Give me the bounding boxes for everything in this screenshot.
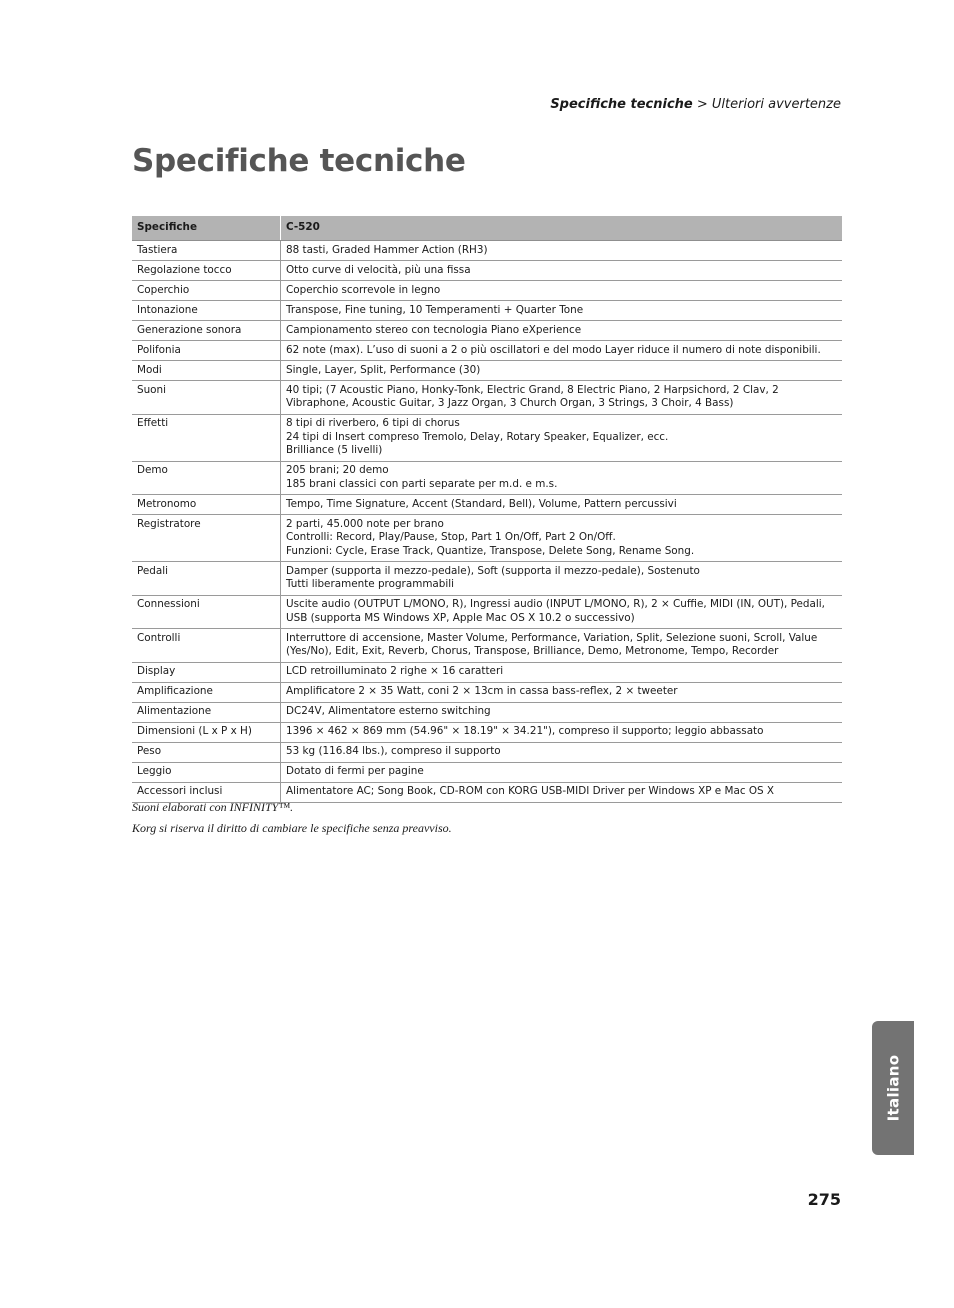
spec-label: Tastiera (132, 241, 281, 261)
footnote-sounds: Suoni elaborati con INFINITY™. (132, 800, 294, 814)
table-row (132, 281, 842, 301)
spec-value-line: Transpose, Fine tuning, 10 Temperamenti + Quarter Tone (286, 303, 584, 316)
page-number: 275 (807, 1190, 841, 1209)
spec-value-line: DC24V, Alimentatore esterno switching (286, 705, 491, 717)
spec-value-line: Single, Layer, Split, Performance (30) (286, 363, 481, 376)
header-cell-specifiche: Specifiche (132, 216, 281, 241)
table-row (132, 595, 842, 629)
spec-value-line: Alimentatore AC; Song Book, CD-ROM con KORG USB-MIDI Driver per Windows XP e Mac OS X (286, 785, 775, 797)
spec-value (281, 762, 843, 782)
spec-value (281, 341, 843, 361)
spec-label: Intonazione (132, 301, 281, 321)
spec-value-line: Brilliance (5 livelli) (286, 444, 383, 456)
spec-label: Registratore (132, 515, 281, 562)
spec-label: Connessioni (132, 595, 281, 629)
spec-value-line: Campionamento stereo con tecnologia Piano eXperience (286, 323, 582, 336)
spec-value-line: 88 tasti, Graded Hammer Action (RH3) (286, 243, 488, 256)
specifications-table (132, 216, 842, 803)
language-tab-label: Italiano (884, 1054, 903, 1122)
spec-value (281, 629, 843, 663)
table-row (132, 301, 842, 321)
spec-label: Leggio (132, 762, 281, 782)
running-header (550, 97, 841, 112)
table-row (132, 742, 842, 762)
spec-value (281, 281, 843, 301)
header-subsection: Ulteriori avvertenze (711, 97, 841, 112)
spec-value-line: Tempo, Time Signature, Accent (Standard, Bell), Volume, Pattern percussivi (286, 497, 677, 510)
table-row (132, 762, 842, 782)
spec-value (281, 595, 843, 629)
table-row (132, 562, 842, 596)
spec-value (281, 261, 843, 281)
spec-label: Polifonia (132, 341, 281, 361)
spec-value-line: 62 note (max). L’uso di suoni a 2 o più oscillatori e del modo Layer riduce il numero di note disponibili. (286, 343, 821, 356)
spec-label: Accessori inclusi (132, 782, 281, 802)
spec-value (281, 414, 843, 461)
spec-label: Regolazione tocco (132, 261, 281, 281)
spec-value (281, 241, 843, 261)
spec-label: Dimensioni (L x P x H) (132, 722, 281, 742)
table-row (132, 662, 842, 682)
spec-value (281, 782, 843, 802)
spec-label: Modi (132, 361, 281, 381)
table-row (132, 461, 842, 495)
spec-value (281, 515, 843, 562)
table-row (132, 361, 842, 381)
spec-value (281, 562, 843, 596)
footnotes (132, 800, 452, 842)
spec-value-line: 2 parti, 45.000 note per brano (286, 517, 444, 530)
spec-value-line: 53 kg (116.84 lbs.), compreso il supporto (286, 745, 501, 757)
spec-label: Alimentazione (132, 702, 281, 722)
spec-value-line: Funzioni: Cycle, Erase Track, Quantize, Transpose, Delete Song, Rename Song. (286, 544, 695, 557)
spec-value (281, 495, 843, 515)
spec-label: Suoni (132, 381, 281, 415)
table-row (132, 495, 842, 515)
header-section: Specifiche tecniche (550, 97, 693, 112)
header-separator: > (696, 97, 708, 112)
spec-value (281, 381, 843, 415)
spec-value-line: Damper (supporta il mezzo-pedale), Soft (supporta il mezzo-pedale), Sostenuto (286, 564, 700, 577)
spec-label: Effetti (132, 414, 281, 461)
spec-label: Generazione sonora (132, 321, 281, 341)
spec-value (281, 301, 843, 321)
spec-label: Controlli (132, 629, 281, 663)
table-header-row (132, 216, 842, 241)
spec-value (281, 742, 843, 762)
spec-value-line: Controlli: Record, Play/Pause, Stop, Part 1 On/Off, Part 2 On/Off. (286, 531, 616, 543)
table-row (132, 341, 842, 361)
spec-label: Pedali (132, 562, 281, 596)
spec-value (281, 682, 843, 702)
spec-value-line: Interruttore di accensione, Master Volume, Performance, Variation, Split, Selezione suoni, Scroll, Value (Yes/No), Edit, Exit, Reverb, Chorus, Transpose, Brilliance, Demo, Metronome, Tempo, Recorder (286, 631, 818, 657)
spec-value-line: 205 brani; 20 demo (286, 464, 389, 476)
spec-value-line: 185 brani classici con parti separate per m.d. e m.s. (286, 477, 558, 490)
page-title: Specifiche tecniche (132, 143, 466, 179)
table-row (132, 682, 842, 702)
table-row (132, 515, 842, 562)
spec-label: Display (132, 662, 281, 682)
spec-value-line: Coperchio scorrevole in legno (286, 283, 441, 296)
spec-value (281, 702, 843, 722)
spec-value-line: LCD retroilluminato 2 righe × 16 caratteri (286, 665, 504, 677)
table-row (132, 414, 842, 461)
header-cell-model: C-520 (281, 216, 843, 241)
table-row (132, 629, 842, 663)
spec-value-line: 40 tipi; (7 Acoustic Piano, Honky-Tonk, Electric Grand, 8 Electric Piano, 2 Harpsichord, 2 Clav, 2 Vibraphone, Acoustic Guitar, 3 Jazz Organ, 3 Church Organ, 3 Strings, 3 Choir, 4 Bass) (286, 383, 779, 409)
language-side-tab (872, 1021, 914, 1155)
footnote-disclaimer: Korg si riserva il diritto di cambiare le specifiche senza preavviso. (132, 821, 452, 835)
spec-value (281, 361, 843, 381)
spec-label: Peso (132, 742, 281, 762)
spec-value-line: Uscite audio (OUTPUT L/MONO, R), Ingressi audio (INPUT L/MONO, R), 2 × Cuffie, MIDI (IN, OUT), Pedali, USB (supporta MS Windows XP, Apple Mac OS X 10.2 o successivo) (286, 598, 825, 624)
table-row (132, 702, 842, 722)
spec-label: Amplificazione (132, 682, 281, 702)
table-row (132, 321, 842, 341)
spec-label: Metronomo (132, 495, 281, 515)
spec-value-line: Otto curve di velocità, più una fissa (286, 263, 471, 276)
table-row (132, 722, 842, 742)
spec-value-line: Tutti liberamente programmabili (286, 578, 455, 590)
spec-value-line: Dotato di fermi per pagine (286, 765, 424, 777)
spec-value-line: 8 tipi di riverbero, 6 tipi di chorus (286, 417, 460, 429)
spec-value-line: 24 tipi di Insert compreso Tremolo, Delay, Rotary Speaker, Equalizer, ecc. (286, 430, 669, 443)
table-row (132, 261, 842, 281)
table-body (132, 241, 842, 803)
spec-label: Demo (132, 461, 281, 495)
spec-value (281, 722, 843, 742)
spec-value (281, 662, 843, 682)
table-row (132, 782, 842, 802)
table-row (132, 381, 842, 415)
spec-label: Coperchio (132, 281, 281, 301)
spec-value (281, 461, 843, 495)
spec-value-line: 1396 × 462 × 869 mm (54.96" × 18.19" × 34.21"), compreso il supporto; leggio abbassato (286, 725, 764, 737)
spec-value-line: Amplificatore 2 × 35 Watt, coni 2 × 13cm in cassa bass-reflex, 2 × tweeter (286, 685, 678, 697)
spec-value (281, 321, 843, 341)
table-row (132, 241, 842, 261)
